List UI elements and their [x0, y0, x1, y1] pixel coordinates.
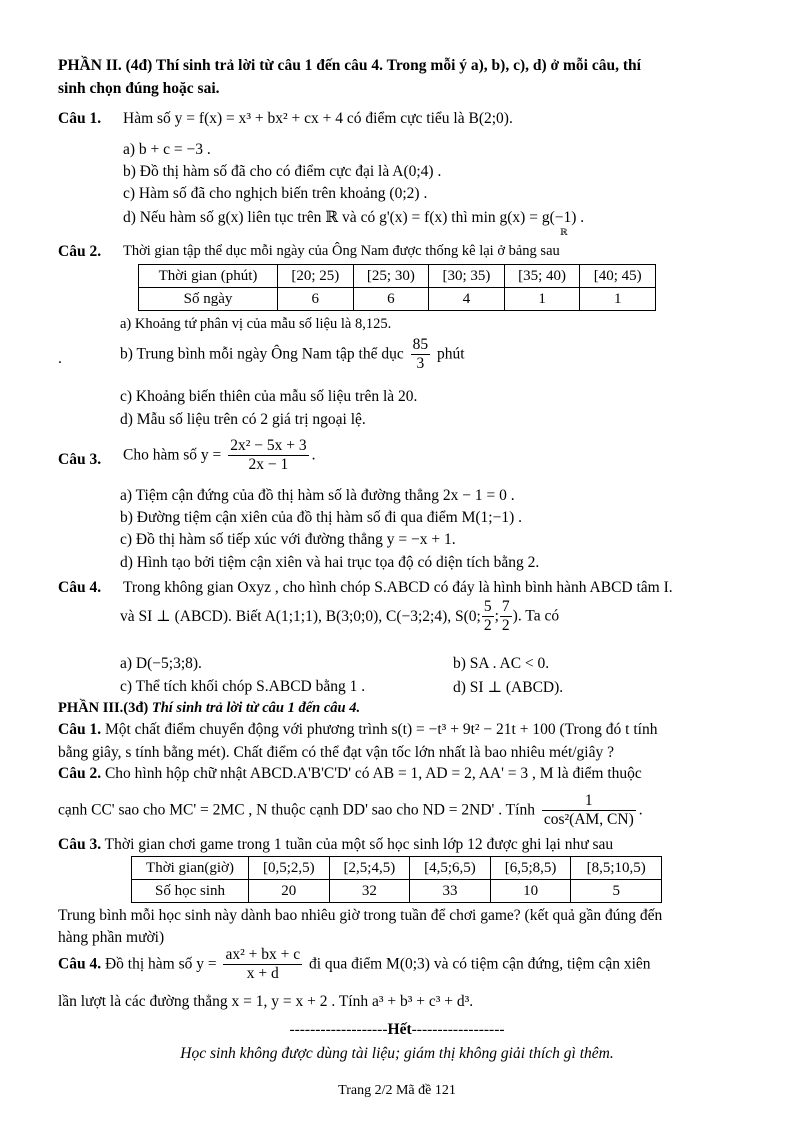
p2-q4-stem-end: ). Ta có [512, 607, 560, 625]
table-cell: [20; 25) [278, 265, 354, 288]
p2-q2-b [120, 336, 465, 373]
table-row [132, 880, 662, 903]
p2-q4-b: b) SA . AC < 0. [453, 655, 550, 672]
p3-q4-fraction [223, 946, 302, 983]
p3-q1-line2: bằng giây, s tính bằng mét). Chất điểm có thể đạt vận tốc lớn nhất là bao nhiêu mét/giây ? [58, 744, 615, 761]
p2-q3-a: a) Tiệm cận đứng của đồ thị hàm số là đường thẳng 2x − 1 = 0 . [120, 487, 515, 504]
p3-q1-line1: Một chất điểm chuyển động với phương trình s(t) = −t³ + 9t² − 21t + 100 (Trong đó t tính [104, 721, 658, 738]
p3-q2 [58, 765, 642, 783]
frac-den: 3 [416, 354, 425, 372]
p2-q2-b-text: b) Trung bình mỗi ngày Ông Nam tập thể dục [120, 345, 404, 363]
p2-q4-frac2 [500, 598, 512, 635]
p2-q2-b-fraction [411, 336, 431, 373]
table-cell: Số ngày [139, 288, 278, 311]
part3-heading [58, 700, 360, 717]
p3-q2-fraction [542, 792, 636, 829]
p2-q3-label: Câu 3. [58, 451, 102, 468]
p3-q3 [58, 836, 613, 854]
p3-q4 [58, 946, 651, 983]
table-cell: Số học sinh [132, 880, 249, 903]
p3-q2-line2-text: cạnh CC' sao cho MC' = 2MC , N thuộc cạnh DD' sao cho ND = 2ND' . Tính [58, 801, 535, 819]
p3-q2-label: Câu 2. [58, 765, 102, 782]
part2-heading-line1: PHẦN II. (4đ) Thí sinh trả lời từ câu 1 đến câu 4. Trong mỗi ý a), b), c), d) ở mỗi câu, thí [58, 57, 641, 74]
table-cell: [40; 45) [580, 265, 656, 288]
p3-q3-label: Câu 3. [58, 836, 102, 853]
table-cell: [2,5;4,5) [329, 857, 410, 880]
p2-q4-stem-line2: và SI ⊥ (ABCD). Biết A(1;1;1), B(3;0;0), C(−3;2;4), S(0; $\frac{5}{2}$ ; $\frac{7}{2}$ ). Ta có [120, 598, 560, 634]
p3-q1 [58, 721, 657, 739]
p2-q1-d-subscript: ℝ [560, 227, 568, 237]
table-cell: [6,5;8,5) [490, 857, 571, 880]
table-cell: 6 [353, 288, 429, 311]
p2-q2-b-dot: . [58, 350, 62, 367]
p2-q3-d: d) Hình tạo bởi tiệm cận xiên và hai trục tọa độ có diện tích bằng 2. [120, 554, 540, 571]
footer-note: Học sinh không được dùng tài liệu; giám thị không giải thích gì thêm. [180, 1045, 614, 1062]
table-row [139, 288, 656, 311]
frac-num: 2x² − 5x + 3 [230, 437, 307, 454]
frac-den: x + d [246, 964, 279, 982]
p2-q4-stem-text: và SI ⊥ (ABCD). Biết A(1;1;1), B(3;0;0), C(−3;2;4), S(0; [120, 607, 481, 625]
frac-num: 7 [501, 598, 510, 615]
p2-q4-d: d) SI ⊥ (ABCD). [453, 679, 564, 696]
p3-q2-period: . [638, 801, 643, 819]
table-cell: 1 [580, 288, 656, 311]
page-number: Trang 2/2 Mã đề 121 [338, 1083, 456, 1098]
p2-q3-fraction [228, 437, 308, 474]
p2-q4-frac1 [482, 598, 494, 635]
end-marker [0, 1021, 794, 1039]
frac-den: cos²(AM, CN) [543, 810, 634, 828]
p3-q4-pre: Đồ thị hàm số y = [101, 955, 217, 973]
p2-q4-stem-line1: Trong không gian Oxyz , cho hình chóp S.ABCD có đáy là hình bình hành ABCD tâm I. [123, 579, 673, 596]
p2-q3-c: c) Đồ thị hàm số tiếp xúc với đường thẳng y = −x + 1. [120, 531, 456, 548]
table-row [139, 265, 656, 288]
p2-q2-stem: Thời gian tập thể dục mỗi ngày của Ông Nam được thống kê lại ở bảng sau [123, 243, 560, 259]
table-cell: 1 [504, 288, 580, 311]
p2-q2-b-unit: phút [436, 345, 465, 363]
p2-q1-d: d) Nếu hàm số g(x) liên tục trên ℝ và có g'(x) = f(x) thì min g(x) = g(−1) . [123, 209, 585, 226]
table-cell: [30; 35) [429, 265, 505, 288]
frac-den: 2x − 1 [248, 455, 289, 473]
p2-q3-stem: Cho hàm số y = $\frac{\text{2x² − 5x + 3}}{2x - 1}$ . [123, 437, 316, 473]
frac-num: ax² + bx + c [225, 946, 301, 963]
p3-q1-label: Câu 1. [58, 721, 102, 738]
table-cell: 20 [249, 880, 330, 903]
table-cell: 4 [429, 288, 505, 311]
p2-q4-c: c) Thể tích khối chóp S.ABCD bằng 1 . [120, 678, 366, 695]
p2-q2-label: Câu 2. [58, 243, 102, 260]
table-cell: Thời gian (phút) [139, 265, 278, 288]
table-row [132, 857, 662, 880]
table-cell: [0,5;2,5) [249, 857, 330, 880]
p3-q3-stem: Thời gian chơi game trong 1 tuần của một số học sinh lớp 12 được ghi lại như sau [101, 836, 614, 853]
p2-q1-label: Câu 1. [58, 110, 102, 127]
p3-q2-line2 [58, 792, 643, 829]
p3-q4-label: Câu 4. [58, 955, 102, 973]
p2-q4-label: Câu 4. [58, 579, 102, 596]
p3-q3-table [131, 856, 662, 903]
p2-q3-b: b) Đường tiệm cận xiên của đồ thị hàm số đi qua điểm M(1;−1) . [120, 509, 522, 526]
part3-heading-bold: PHẦN III.(3đ) [58, 700, 149, 716]
table-cell: 10 [490, 880, 571, 903]
p3-q3-line2: hàng phần mười) [58, 929, 165, 946]
p3-q4-line2: lần lượt là các đường thẳng x = 1, y = x + 2 . Tính a³ + b³ + c³ + d³. [58, 993, 474, 1010]
end-word: Hết [387, 1021, 412, 1038]
p2-q1-a: a) b + c = −3 . [123, 141, 211, 158]
p2-q2-a: a) Khoảng tứ phân vị của mẫu số liệu là 8,125. [120, 316, 392, 332]
p2-q2-c: c) Khoảng biến thiên của mẫu số liệu trên là 20. [120, 388, 418, 405]
p2-q2-d: d) Mẫu số liệu trên có 2 giá trị ngoại lệ. [120, 411, 366, 428]
p2-q1-c: c) Hàm số đã cho nghịch biến trên khoảng (0;2) . [123, 185, 428, 202]
p2-q3-stem-text: Cho hàm số y = [123, 446, 222, 464]
frac-den: 2 [483, 616, 492, 634]
table-cell: [4,5;6,5) [410, 857, 491, 880]
table-cell: [8,5;10,5) [571, 857, 662, 880]
p3-q4-post: đi qua điểm M(0;3) và có tiệm cận đứng, tiệm cận xiên [309, 955, 651, 973]
p3-q2-line1: Cho hình hộp chữ nhật ABCD.A'B'C'D' có AB = 1, AD = 2, AA' = 3 , M là điểm thuộc [101, 765, 642, 782]
table-cell: [25; 30) [353, 265, 429, 288]
p2-q4-a: a) D(−5;3;8). [120, 655, 202, 672]
p2-q2-table [138, 264, 656, 311]
frac-num: 5 [483, 598, 492, 615]
table-cell: 5 [571, 880, 662, 903]
p2-q1-b: b) Đồ thị hàm số đã cho có điểm cực đại là A(0;4) . [123, 163, 442, 180]
end-dashes-right: ------------------ [411, 1021, 505, 1038]
frac-num: 1 [542, 792, 636, 811]
table-cell: Thời gian(giờ) [132, 857, 249, 880]
frac-num: 85 [412, 336, 429, 353]
table-cell: 33 [410, 880, 491, 903]
part3-heading-italic: Thí sinh trả lời từ câu 1 đến câu 4. [148, 700, 361, 716]
p2-q1-stem: Hàm số y = f(x) = x³ + bx² + cx + 4 có điểm cực tiểu là B(2;0). [123, 110, 513, 127]
p3-q3-line1: Trung bình mỗi học sinh này dành bao nhiêu giờ trong tuần để chơi game? (kết quả gần đúng đến [58, 907, 663, 924]
table-cell: 6 [278, 288, 354, 311]
table-cell: 32 [329, 880, 410, 903]
frac-den: 2 [501, 616, 510, 634]
end-dashes-left: ------------------- [289, 1021, 388, 1038]
table-cell: [35; 40) [504, 265, 580, 288]
part2-heading-line2: sinh chọn đúng hoặc sai. [58, 80, 220, 97]
